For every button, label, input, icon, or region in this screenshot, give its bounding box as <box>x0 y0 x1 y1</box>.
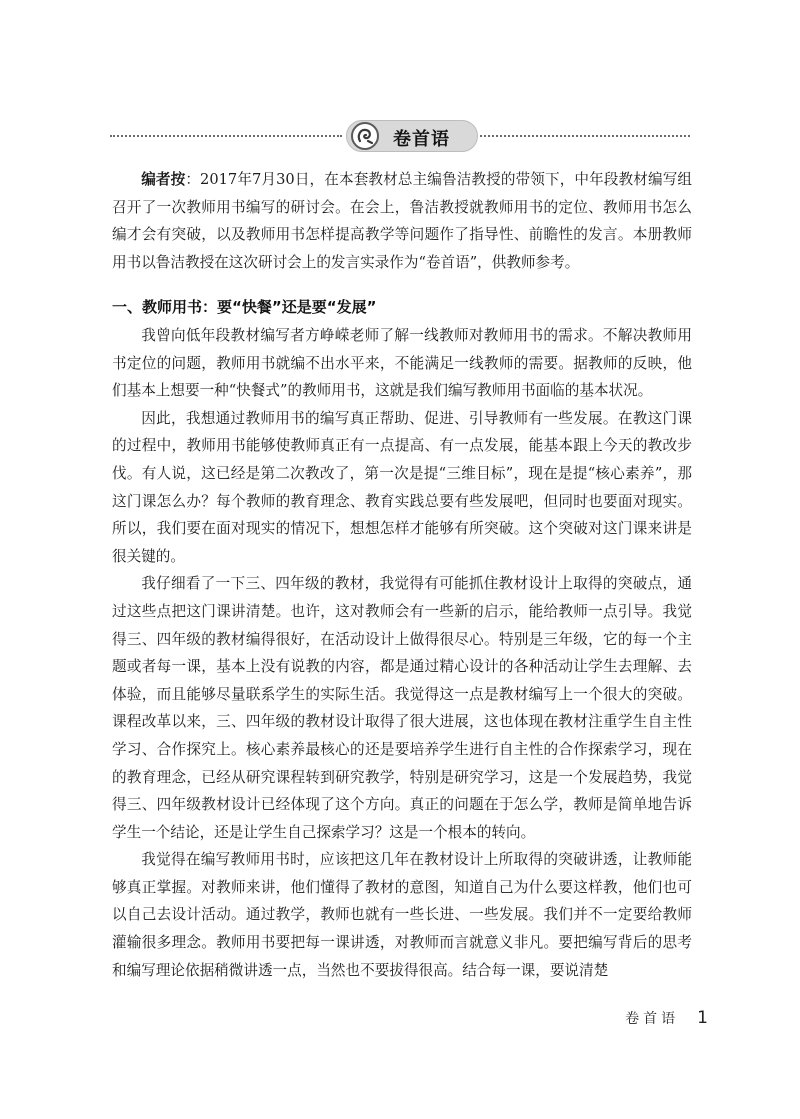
section-body <box>112 322 692 984</box>
dotted-rule-right <box>480 135 690 137</box>
header-badge <box>346 120 478 152</box>
dotted-rule-left <box>110 135 342 137</box>
paragraph: 我曾向低年段教材编写者方峥嵘老师了解一线教师对教师用书的需求。不解决教师用书定位的问题，教师用书就编不出水平来，不能满足一线教师的需要。据教师的反映，他们基本上想要一种“快餐式”的教师用书，这就是我们编写教师用书面临的基本状况。 <box>112 327 692 400</box>
paragraph: 因此，我想通过教师用书的编写真正帮助、促进、引导教师有一些发展。在教这门课的过程中，教师用书能够使教师真正有一点提高、有一点发展，能基本跟上今天的教改步伐。有人说，这已经是第二次教改了，第一次是提“三维目标”，现在是提“核心素养”，那这门课怎么办？每个教师的教育理念、教育实践总要有些发展吧，但同时也要面对现实。所以，我们要在面对现实的情况下，想想怎样才能够有所突破。这个突破对这门课来讲是很关键的。 <box>112 409 692 565</box>
page-footer <box>625 1008 708 1028</box>
editor-note-text: ：2017年7月30日，在本套教材总主编鲁洁教授的带领下，中年段教材编写组召开了一次教师用书编写的研讨会。在会上，鲁洁教授就教师用书的定位、教师用书怎么编才会有突破，以及教师用书怎样提高教学等问题作了指导性、前瞻性的发言。本册教师用书以鲁洁教授在这次研讨会上的发言实录作为“卷首语”，供教师参考。 <box>112 171 692 271</box>
page-number: 1 <box>697 1008 708 1028</box>
swirl-icon <box>351 122 379 150</box>
header-title: 卷首语 <box>393 129 450 150</box>
editor-note <box>112 166 692 276</box>
paragraph: 我仔细看了一下三、四年级的教材，我觉得有可能抓住教材设计上取得的突破点，通过这些点把这门课讲清楚。也许，这对教师会有一些新的启示，能给教师一点引导。我觉得三、四年级的教材编得很好，在活动设计上做得很尽心。特别是三年级，它的每一个主题或者每一课，基本上没有说教的内容，都是通过精心设计的各种活动让学生去理解、去体验，而且能够尽量联系学生的实际生活。我觉得这一点是教材编写上一个很大的突破。课程改革以来，三、四年级的教材设计取得了很大进展，这也体现在教材注重学生自主性学习、合作探究上。核心素养最核心的还是要培养学生进行自主性的合作探索学习，现在的教育理念，已经从研究课程转到研究教学，特别是研究学习，这是一个发展趋势，我觉得三、四年级教材设计已经体现了这个方向。真正的问题在于怎么学，教师是简单地告诉学生一个结论，还是让学生自己探索学习？这是一个根本的转向。 <box>112 575 692 841</box>
section-heading: 一、教师用书：要“快餐”还是要“发展” <box>112 298 377 316</box>
section-header <box>110 118 690 152</box>
footer-label: 卷首语 <box>625 1011 680 1027</box>
editor-note-lead: 编者按 <box>141 171 186 188</box>
paragraph: 我觉得在编写教师用书时，应该把这几年在教材设计上所取得的突破讲透，让教师能够真正掌握。对教师来讲，他们懂得了教材的意图，知道自己为什么要这样教，他们也可以自己去设计活动。通过教学，教师也就有一些长进、一些发展。我们并不一定要给教师灌输很多理念。教师用书要把每一课讲透，对教师而言就意义非凡。要把编写背后的思考和编写理论依据稍微讲透一点，当然也不要拔得很高。结合每一课，要说清楚 <box>112 851 692 979</box>
